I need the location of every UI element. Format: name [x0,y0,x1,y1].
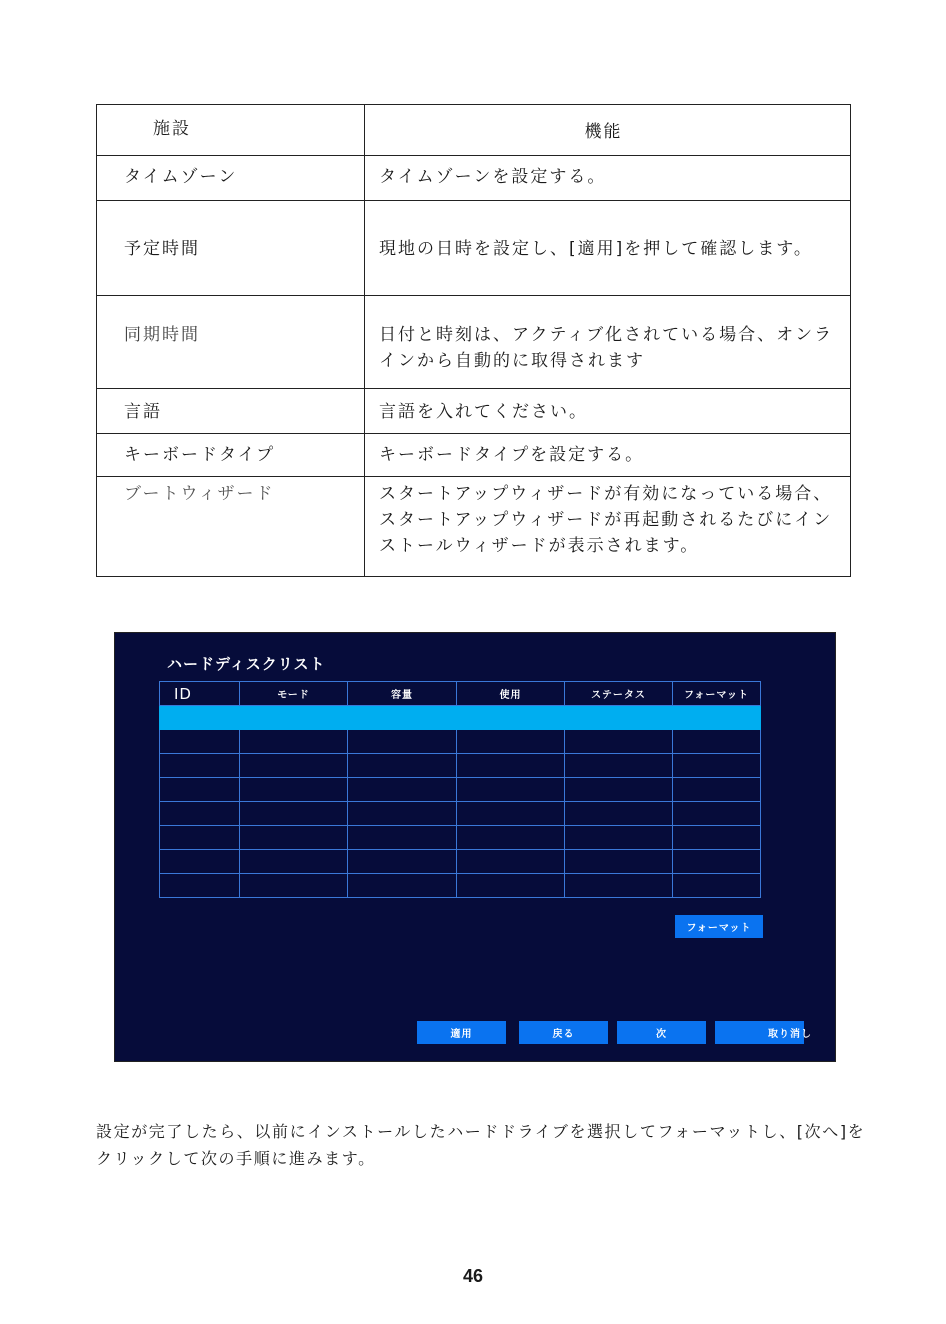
column-mode: モード [240,682,348,706]
header-facility: 施設 [97,105,365,156]
table-row[interactable] [160,778,761,802]
format-button[interactable]: フォーマット [675,915,763,938]
cancel-button-label: 取り消し [768,1029,812,1040]
hdd-list-screen [114,632,836,1062]
facility-cell: 同期時間 [97,296,365,389]
apply-button[interactable]: 適用 [417,1021,506,1044]
column-used: 使用 [457,682,565,706]
table-row [97,201,851,296]
facility-cell: 言語 [97,389,365,434]
next-button[interactable]: 次 [617,1021,706,1044]
screen-title: ハードディスクリスト [167,655,326,673]
function-cell: 現地の日時を設定し、[適用]を押して確認します。 [365,201,851,296]
facility-cell: タイムゾーン [97,156,365,201]
function-cell: キーボードタイプを設定する。 [365,434,851,477]
table-row-selected[interactable] [160,706,761,730]
function-cell: 日付と時刻は、アクティブ化されている場合、オンラインから自動的に取得されます [365,296,851,389]
hdd-table [159,681,761,898]
table-row[interactable] [160,826,761,850]
column-status: ステータス [565,682,673,706]
table-row[interactable] [160,850,761,874]
table-row [97,296,851,389]
table-header-row [97,105,851,156]
table-row [97,434,851,477]
cancel-button[interactable] [715,1021,812,1044]
header-function: 機能 [365,105,851,156]
instruction-text: 設定が完了したら、以前にインストールしたハードドライブを選択してフォーマットし、[次へ]をクリックして次の手順に進みます。 [96,1122,866,1168]
facility-cell: 予定時間 [97,201,365,296]
column-id: ID [160,682,240,706]
hdd-header-row [160,682,761,706]
column-format: フォーマット [673,682,761,706]
function-cell: 言語を入れてください。 [365,389,851,434]
table-row[interactable] [160,754,761,778]
table-row[interactable] [160,730,761,754]
facility-cell: キーボードタイプ [97,434,365,477]
table-row [97,477,851,577]
table-row[interactable] [160,874,761,898]
facility-cell: ブートウィザード [97,477,365,577]
column-capacity: 容量 [348,682,457,706]
settings-table [96,104,851,577]
table-row [97,156,851,201]
function-cell: タイムゾーンを設定する。 [365,156,851,201]
function-cell: スタートアップウィザードが有効になっている場合、スタートアップウィザードが再起動されるたびにインストールウィザードが表示されます。 [365,477,851,577]
table-row[interactable] [160,802,761,826]
back-button[interactable]: 戻る [519,1021,608,1044]
table-row [97,389,851,434]
page-number: 46 [462,1266,484,1286]
